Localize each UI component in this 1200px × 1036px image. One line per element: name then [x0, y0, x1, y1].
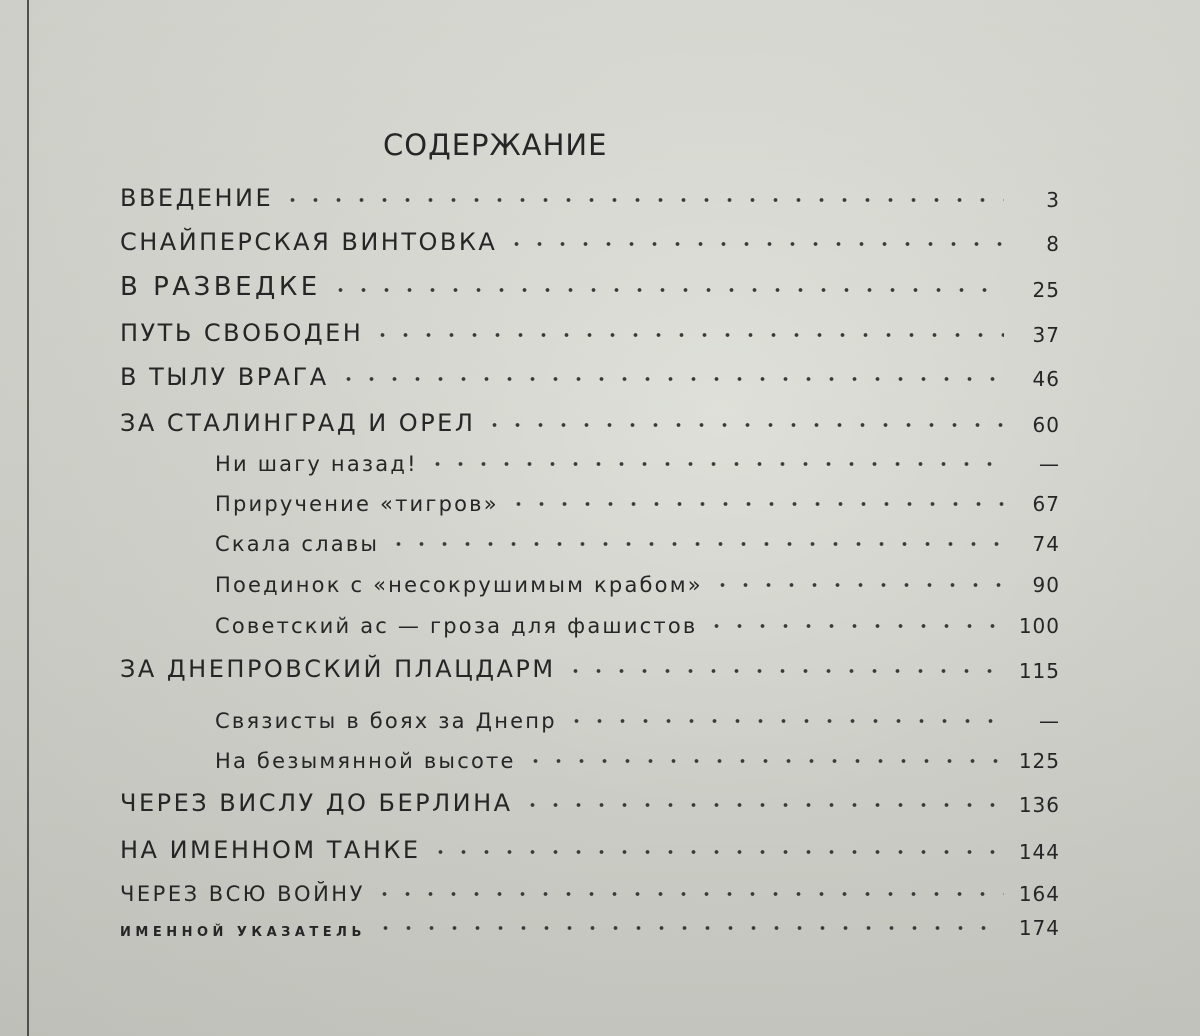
toc-entry-page: 100 [1018, 614, 1060, 638]
toc-entry-label: ЗА ДНЕПРОВСКИЙ ПЛАЦДАРМ [120, 655, 556, 683]
toc-entry-page: 136 [1018, 793, 1060, 817]
toc-entry-page: 67 [1032, 492, 1060, 516]
toc-entry-label: Скала славы [215, 532, 380, 556]
toc-entry-label: ЧЕРЕЗ ВИСЛУ ДО БЕРЛИНА [120, 789, 513, 817]
toc-entry-page: 3 [1046, 188, 1060, 212]
dot-leader [329, 284, 1004, 296]
toc-entry-enemy-rear [120, 351, 1060, 391]
toc-entry-label: На безымянной высоте [215, 749, 516, 773]
toc-entry-label: Советский ас — гроза для фашистов [215, 614, 698, 638]
dot-leader [483, 419, 1004, 431]
toc-entry-label: НА ИМЕННОМ ТАНКЕ [120, 836, 421, 864]
toc-entry-page: 46 [1032, 367, 1060, 391]
toc-entry-page: 144 [1018, 840, 1060, 864]
toc-entry-page: — [1039, 452, 1060, 476]
toc-title: СОДЕРЖАНИЕ [383, 128, 608, 162]
toc-entry-label: СНАЙПЕРСКАЯ ВИНТОВКА [120, 228, 498, 256]
toc-entry-page: — [1039, 709, 1060, 733]
toc-entry-stalingrad-orel [120, 397, 1060, 437]
toc-entry-sniper-rifle [120, 216, 1060, 256]
toc-entry-label: Поединок с «несокрушимым крабом» [215, 573, 703, 597]
toc-entry-dnieper-bridgehead [120, 643, 1060, 683]
dot-leader [711, 579, 1004, 591]
toc-subentry-not-a-step-back [215, 436, 1060, 476]
dot-leader [374, 922, 1004, 934]
toc-entry-named-tank [120, 824, 1060, 864]
dot-leader [281, 194, 1004, 206]
toc-entry-label: ПУТЬ СВОБОДЕН [120, 319, 364, 347]
dot-leader [524, 755, 1004, 767]
toc-entry-introduction [120, 172, 1060, 212]
dot-leader [429, 846, 1004, 858]
dot-leader [426, 458, 1004, 470]
toc-entry-page: 125 [1018, 749, 1060, 773]
toc-entry-label: Ни шагу назад! [215, 452, 418, 476]
toc-entry-path-clear [120, 307, 1060, 347]
dot-leader [705, 620, 1004, 632]
toc-entry-vistula-berlin [120, 777, 1060, 817]
toc-entry-page: 164 [1018, 882, 1060, 906]
toc-entry-page: 60 [1032, 413, 1060, 437]
toc-entry-page: 115 [1018, 659, 1060, 683]
toc-entry-label: Связисты в боях за Днепр [215, 709, 557, 733]
dot-leader [564, 665, 1004, 677]
toc-entry-name-index [120, 900, 1060, 940]
toc-entry-label: В ТЫЛУ ВРАГА [120, 363, 329, 391]
toc-subentry-rock-of-glory [215, 516, 1060, 556]
toc-entry-label: ВВЕДЕНИЕ [120, 184, 274, 212]
toc-entry-page: 25 [1032, 278, 1060, 302]
toc-subentry-soviet-ace [215, 598, 1060, 638]
toc-entry-reconnaissance [120, 262, 1060, 302]
toc-subentry-duel-crab [215, 557, 1060, 597]
toc-subentry-taming-tigers [215, 476, 1060, 516]
toc-entry-label: ИМЕННОЙ УКАЗАТЕЛЬ [120, 925, 366, 940]
dot-leader [373, 888, 1004, 900]
dot-leader [371, 329, 1004, 341]
toc-entry-label: ЧЕРЕЗ ВСЮ ВОЙНУ [120, 882, 365, 906]
dot-leader [565, 715, 1004, 727]
toc-subentry-nameless-height [215, 733, 1060, 773]
dot-leader [505, 238, 1004, 250]
toc-entry-label: Приручение «тигров» [215, 492, 499, 516]
toc-subentry-signalmen-dnieper [215, 693, 1060, 733]
dot-leader [387, 538, 1004, 550]
toc-entry-page: 90 [1032, 573, 1060, 597]
toc-entry-label: В РАЗВЕДКЕ [120, 272, 321, 302]
toc-entry-page: 8 [1046, 232, 1060, 256]
toc-entry-label: ЗА СТАЛИНГРАД И ОРЕЛ [120, 409, 476, 437]
dot-leader [507, 498, 1004, 510]
toc-entry-page: 37 [1032, 323, 1060, 347]
dot-leader [521, 799, 1004, 811]
dot-leader [337, 373, 1004, 385]
toc-entry-page: 174 [1018, 916, 1060, 940]
toc-entry-page: 74 [1032, 532, 1060, 556]
